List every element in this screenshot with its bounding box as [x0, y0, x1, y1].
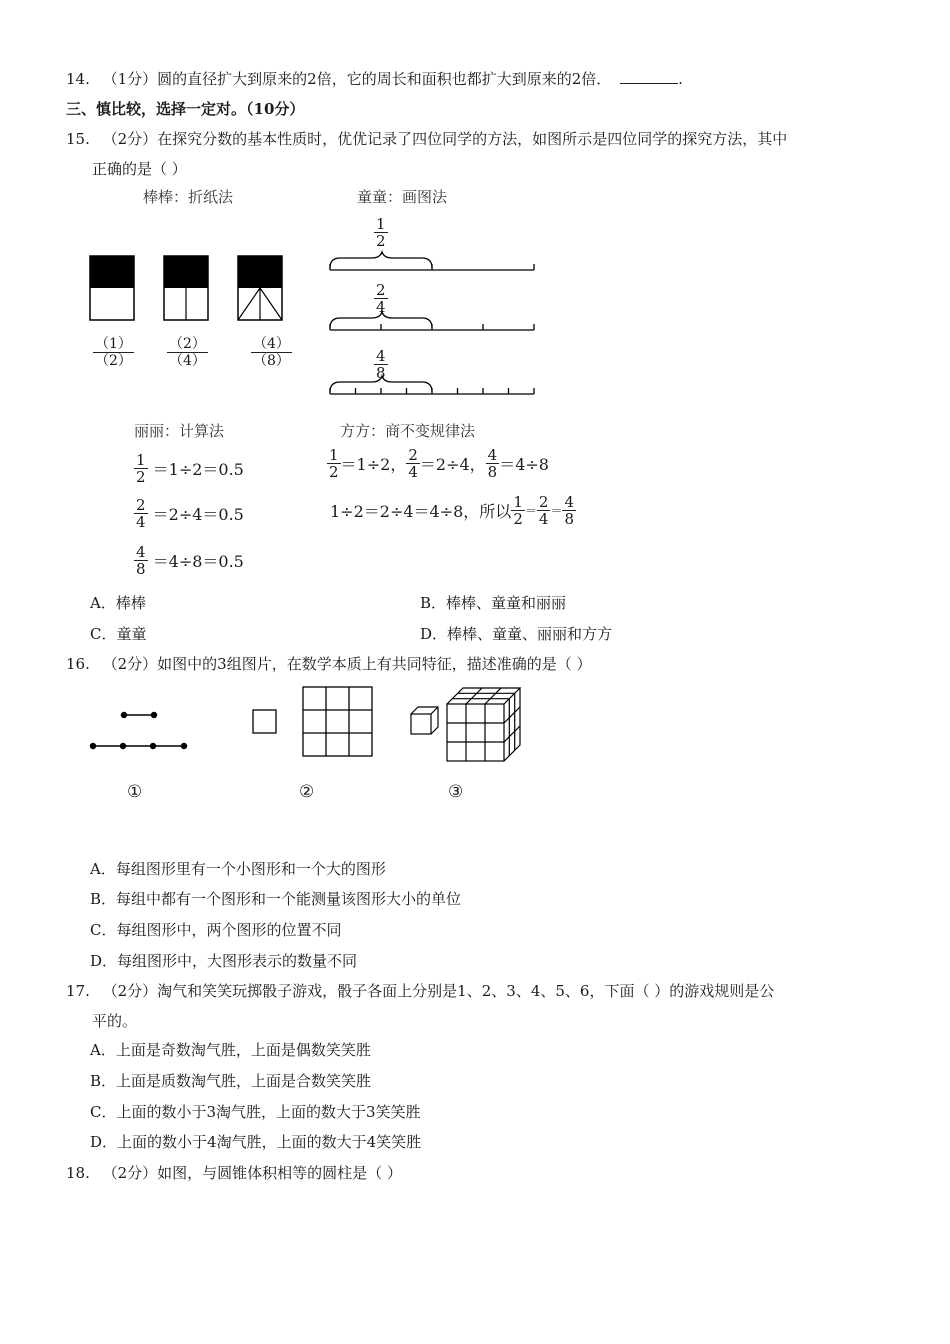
q14-answer-blank[interactable]: [620, 69, 678, 84]
q17-text-line2: 平的。: [92, 1012, 138, 1030]
q15-number: 15.: [66, 130, 90, 148]
q15-text-line1: （2分）在探究分数的基本性质时，优优记录了四位同学的方法，如图所示是四位同学的探究方法，其中: [102, 130, 788, 148]
number-line-eighths: [330, 376, 534, 394]
q14-number: 14.: [66, 70, 90, 88]
q14-line: [66, 69, 683, 89]
paper-label-2: $\frac{(2)}{(4)}$: [169, 336, 206, 369]
q17-option-c[interactable]: C．上面的数小于3淘气胜，上面的数大于3笑笑胜: [90, 1103, 421, 1121]
q15-line1: [66, 129, 787, 149]
q18-text: （2分）如图，与圆锥体积相等的圆柱是（ ）: [102, 1164, 402, 1182]
q16-option-a[interactable]: A．每组图形里有一个小图形和一个大的图形: [90, 860, 386, 878]
q16-text: （2分）如图中的3组图片，在数学本质上有共同特征，描述准确的是（ ）: [102, 655, 592, 673]
q18-line: [66, 1163, 402, 1183]
q15-option-c[interactable]: C．童童: [90, 625, 147, 643]
lili-row-1: $\frac{1}{2}$ ＝1÷2＝0.5: [136, 451, 244, 486]
q17-line1: [66, 981, 774, 1001]
q16-number: 16.: [66, 655, 90, 673]
paper-label-1: $\frac{(1)}{(2)}$: [95, 336, 132, 369]
q15-option-a[interactable]: A．棒棒: [90, 594, 146, 612]
q15-option-d[interactable]: D．棒棒、童童、丽丽和方方: [420, 625, 613, 643]
q16-fig-label-3: ③: [448, 782, 464, 802]
paper-square-1: [90, 256, 134, 320]
number-line-halves: [330, 252, 534, 270]
q16-line: [66, 654, 592, 674]
drawing-method-figure: [326, 250, 546, 420]
number-line-fourths: [330, 312, 534, 330]
q15-option-b[interactable]: B．棒棒、童童和丽丽: [420, 594, 567, 612]
q16-figure-cubes: [408, 682, 528, 764]
q16-fig-label-2: ②: [299, 782, 315, 802]
q16-fig-label-1: ①: [127, 782, 143, 802]
lili-title: 丽丽：计算法: [134, 422, 225, 440]
q14-text: （1分）圆的直径扩大到原来的2倍，它的周长和面积也都扩大到原来的2倍．: [102, 70, 612, 88]
bangbang-title: 棒棒：折纸法: [143, 188, 234, 206]
q17-option-b[interactable]: B．上面是质数淘气胜，上面是合数笑笑胜: [90, 1072, 372, 1090]
q17-option-a[interactable]: A．上面是奇数淘气胜，上面是偶数笑笑胜: [90, 1041, 371, 1059]
fang-row-1: $\frac{1}{2}$ ＝1÷2， $\frac{2}{4}$ ＝2÷4， $\frac{4}{8}$ ＝4÷8: [329, 446, 549, 481]
lili-row-2: $\frac{2}{4}$ ＝2÷4＝0.5: [136, 496, 244, 531]
q14-end: .: [678, 70, 683, 88]
tongtong-title: 童童：画图法: [357, 188, 448, 206]
q16-option-b[interactable]: B．每组中都有一个图形和一个能测量该图形大小的单位: [90, 890, 462, 908]
q16-option-c[interactable]: C．每组图形中，两个图形的位置不同: [90, 921, 342, 939]
paper-square-2: [164, 256, 208, 320]
q17-text-line1: （2分）淘气和笑笑玩掷骰子游戏，骰子各面上分别是1、2、3、4、5、6，下面（ ）的游戏规则是公: [102, 982, 775, 1000]
paper-square-3: [238, 256, 282, 320]
q17-option-d[interactable]: D．上面的数小于4淘气胜，上面的数大于4笑笑胜: [90, 1133, 422, 1151]
q17-number: 17.: [66, 982, 90, 1000]
lili-row-3: $\frac{4}{8}$ ＝4÷8＝0.5: [136, 543, 244, 578]
line-frac-two-fourths: $\frac{2}{4}$: [376, 281, 386, 316]
line-frac-half: $\frac{1}{2}$: [376, 215, 386, 250]
line-frac-four-eighths: $\frac{4}{8}$: [376, 347, 386, 382]
section-3-heading: 三、慎比较，选择一定对。（10分）: [66, 100, 305, 118]
q16-figure-squares: [250, 684, 380, 764]
q16-figure-segments: [88, 708, 198, 758]
paper-label-3: $\frac{(4)}{(8)}$: [253, 336, 290, 369]
q15-text-line2: 正确的是（ ）: [92, 160, 187, 178]
fangfang-title: 方方：商不变规律法: [340, 422, 476, 440]
q18-number: 18.: [66, 1164, 90, 1182]
fang-row-2: 1÷2＝2÷4＝4÷8，所以 $\frac{1}{2}$ ＝ $\frac{2}{4}$ ＝ $\frac{4}{8}$: [330, 493, 574, 528]
q16-option-d[interactable]: D．每组图形中，大图形表示的数量不同: [90, 952, 358, 970]
